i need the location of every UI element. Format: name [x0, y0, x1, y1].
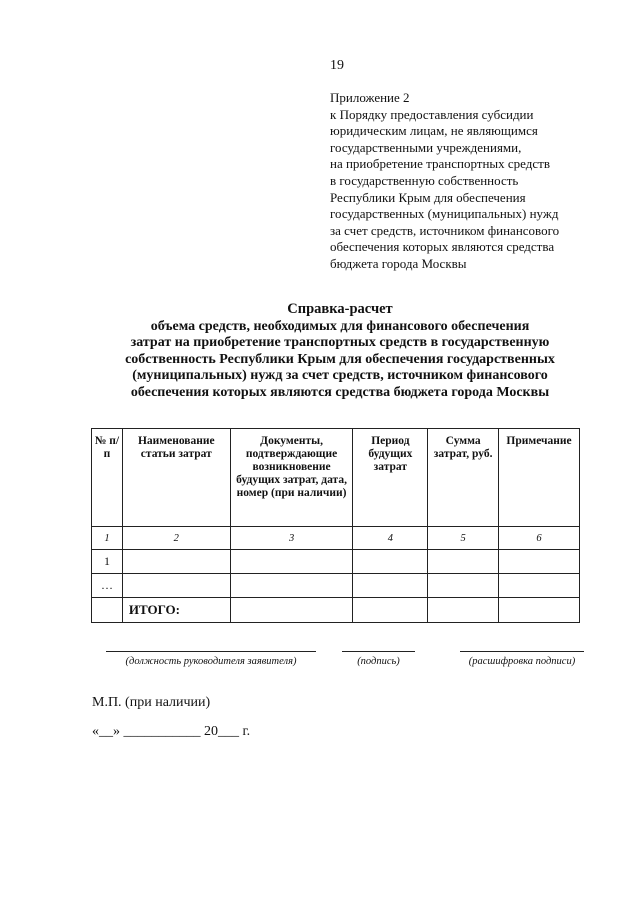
appendix-line: бюджета города Москвы — [330, 255, 467, 271]
appendix-line: Республики Крым для обеспечения — [330, 189, 526, 205]
title-line: объема средств, необходимых для финансового обеспечения — [150, 318, 530, 334]
column-number: 1 — [92, 527, 123, 550]
header-note: Примечание — [499, 429, 580, 527]
table-cell — [353, 550, 428, 574]
table-total-row — [92, 598, 580, 623]
column-number: 3 — [230, 527, 353, 550]
position-caption: (должность руководителя заявителя) — [125, 656, 297, 667]
appendix-block — [330, 90, 630, 273]
table-row — [92, 550, 580, 574]
table-cell — [499, 598, 580, 623]
total-label: ИТОГО: — [122, 598, 230, 623]
table-cell — [230, 598, 353, 623]
date-line: «__» ___________ 20___ г. — [92, 724, 251, 739]
column-number: 5 — [428, 527, 499, 550]
title-line: собственность Республики Крым для обеспечения государственных — [125, 351, 555, 367]
table-cell — [428, 598, 499, 623]
title-line: обеспечения которых являются средства бюджета города Москвы — [130, 384, 550, 400]
title-line: затрат на приобретение транспортных средств в государственную — [130, 335, 550, 351]
stamp-place: М.П. (при наличии) — [92, 695, 211, 710]
table-cell — [230, 574, 353, 598]
table-column-numbers-row — [92, 527, 580, 550]
title-line: (муниципальных) нужд за счет средств, источником финансового — [132, 368, 548, 384]
table-cell — [230, 550, 353, 574]
appendix-line: на приобретение транспортных средств — [330, 156, 550, 172]
signature-line — [342, 651, 415, 652]
header-period: Период будущих затрат — [353, 429, 428, 527]
table-cell — [353, 598, 428, 623]
appendix-line: государственными учреждениями, — [330, 139, 522, 155]
table-header-row — [92, 429, 580, 527]
table-cell — [428, 574, 499, 598]
page-number: 19 — [330, 58, 344, 73]
column-number: 2 — [122, 527, 230, 550]
appendix-line: за счет средств, источником финансового — [330, 222, 560, 238]
header-documents: Документы, подтверждающие возникновение будущих затрат, дата, номер (при наличии) — [230, 429, 353, 527]
decoding-caption: (расшифровка подписи) — [468, 656, 576, 667]
table-cell — [499, 574, 580, 598]
appendix-line: юридическим лицам, не являющимся — [330, 123, 538, 139]
column-number: 6 — [499, 527, 580, 550]
document-title — [60, 301, 620, 402]
signature-caption: (подпись) — [357, 656, 400, 667]
table-cell — [428, 550, 499, 574]
appendix-line: государственных (муниципальных) нужд — [330, 206, 559, 222]
appendix-line: обеспечения которых являются средства — [330, 239, 555, 255]
header-amount: Сумма затрат, руб. — [428, 429, 499, 527]
title-main: Справка-расчет — [287, 301, 393, 317]
calculation-table — [91, 428, 580, 623]
table-row — [92, 574, 580, 598]
position-signature-line — [106, 651, 316, 652]
column-number: 4 — [353, 527, 428, 550]
header-number: № п/п — [92, 429, 123, 527]
table-cell — [499, 550, 580, 574]
table-cell: … — [92, 574, 123, 598]
table-cell: 1 — [92, 550, 123, 574]
table-cell — [122, 550, 230, 574]
appendix-line: Приложение 2 — [330, 90, 410, 105]
table-cell — [353, 574, 428, 598]
appendix-line: в государственную собственность — [330, 172, 519, 188]
decoding-signature-line — [460, 651, 584, 652]
header-cost-item: Наименование статьи затрат — [122, 429, 230, 527]
appendix-line: к Порядку предоставления субсидии — [330, 106, 534, 122]
table-cell — [92, 598, 123, 623]
table-cell — [122, 574, 230, 598]
